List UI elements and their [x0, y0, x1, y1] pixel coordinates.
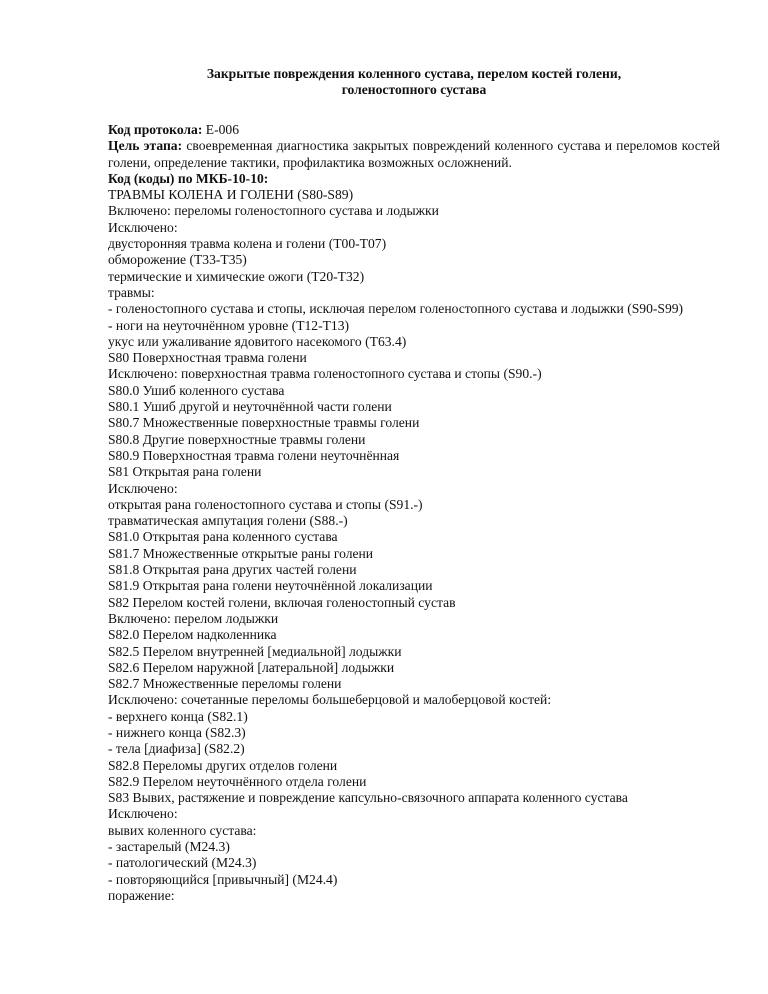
text-line: S80.0 Ушиб коленного сустава [108, 382, 285, 398]
text-line: термические и химические ожоги (Т20-Т32) [108, 268, 365, 284]
text-line: травматическая ампутация голени (S88.-) [108, 513, 348, 529]
protocol-meta [108, 122, 720, 187]
text-line: - ноги на неуточнённом уровне (Т12-Т13) [108, 317, 350, 333]
text-line: травмы: [108, 284, 155, 300]
text-line: ТРАВМЫ КОЛЕНА И ГОЛЕНИ (S80-S89) [108, 187, 354, 203]
text-line: S82 Перелом костей голени, включая голеностопный сустав [108, 594, 456, 610]
protocol-code-label: Код протокола: [108, 122, 203, 137]
document-page [108, 66, 720, 904]
text-line: - тела [диафиза] (S82.2) [108, 741, 245, 757]
text-line: - повторяющийся [привычный] (М24.4) [108, 871, 338, 887]
text-line: - нижнего конца (S82.3) [108, 724, 246, 740]
text-line: Исключено: [108, 219, 178, 235]
text-line: - патологический (М24.3) [108, 855, 257, 871]
text-line: укус или ужаливание ядовитого насекомого (Т63.4) [108, 333, 407, 349]
text-line: обморожение (Т33-Т35) [108, 252, 247, 268]
text-line: S82.7 Множественные переломы голени [108, 676, 342, 692]
text-line: Исключено: [108, 480, 178, 496]
text-line: S81 Открытая рана голени [108, 464, 262, 480]
text-line: S81.7 Множественные открытые раны голени [108, 545, 374, 561]
text-line: S80.8 Другие поверхностные травмы голени [108, 431, 366, 447]
text-line: S82.9 Перелом неуточнённого отдела голени [108, 773, 367, 789]
text-line: S80.9 Поверхностная травма голени неуточнённая [108, 447, 400, 463]
text-line: S82.8 Переломы других отделов голени [108, 757, 338, 773]
stage-goal-value: своевременная диагностика закрытых повреждений коленного сустава и переломов костей голени, определение тактики, профилактика возможных осложнений. [108, 138, 720, 170]
text-line: открытая рана голеностопного сустава и стопы (S91.-) [108, 496, 423, 512]
text-line: Исключено: [108, 806, 178, 822]
text-line: S83 Вывих, растяжение и повреждение капсульно-связочного аппарата коленного сустава [108, 790, 628, 806]
text-line: - голеностопного сустава и стопы, исключая перелом голеностопного сустава и лодыжки (S90-S99) [108, 301, 684, 317]
text-line: S82.5 Перелом внутренней [медиальной] лодыжки [108, 643, 402, 659]
text-line: Исключено: поверхностная травма голеностопного сустава и стопы (S90.-) [108, 366, 542, 382]
text-line: - верхнего конца (S82.1) [108, 708, 248, 724]
title-line-2: голеностопного сустава [341, 82, 487, 97]
protocol-code-value: Е-006 [202, 122, 240, 137]
title-line-1: Закрытые повреждения коленного сустава, перелом костей голени, [206, 66, 622, 81]
text-line: Включено: перелом лодыжки [108, 610, 279, 626]
icd-code-list [108, 187, 720, 904]
stage-goal-label: Цель этапа: [108, 138, 183, 154]
text-line: двусторонняя травма колена и голени (Т00-Т07) [108, 236, 387, 252]
document-title [108, 66, 720, 98]
text-line: S81.8 Открытая рана других частей голени [108, 562, 357, 578]
text-line: S80.7 Множественные поверхностные травмы голени [108, 415, 420, 431]
text-line: S81.9 Открытая рана голени неуточнённой локализации [108, 578, 433, 594]
text-line: S82.6 Перелом наружной [латеральной] лодыжки [108, 659, 395, 675]
text-line: - застарелый (М24.3) [108, 839, 230, 855]
text-line: Включено: переломы голеностопного сустава и лодыжки [108, 203, 439, 219]
text-line: Исключено: сочетанные переломы большеберцовой и малоберцовой костей: [108, 692, 552, 708]
text-line: S81.0 Открытая рана коленного сустава [108, 529, 338, 545]
icd-codes-label: Код (коды) по МКБ-10-10: [108, 170, 269, 186]
text-line: вывих коленного сустава: [108, 822, 257, 838]
protocol-code [108, 122, 720, 138]
stage-goal [108, 138, 720, 171]
text-line: S82.0 Перелом надколенника [108, 627, 277, 643]
text-line: S80 Поверхностная травма голени [108, 350, 307, 366]
text-line: S80.1 Ушиб другой и неуточнённой части голени [108, 399, 392, 415]
text-line: поражение: [108, 887, 175, 903]
